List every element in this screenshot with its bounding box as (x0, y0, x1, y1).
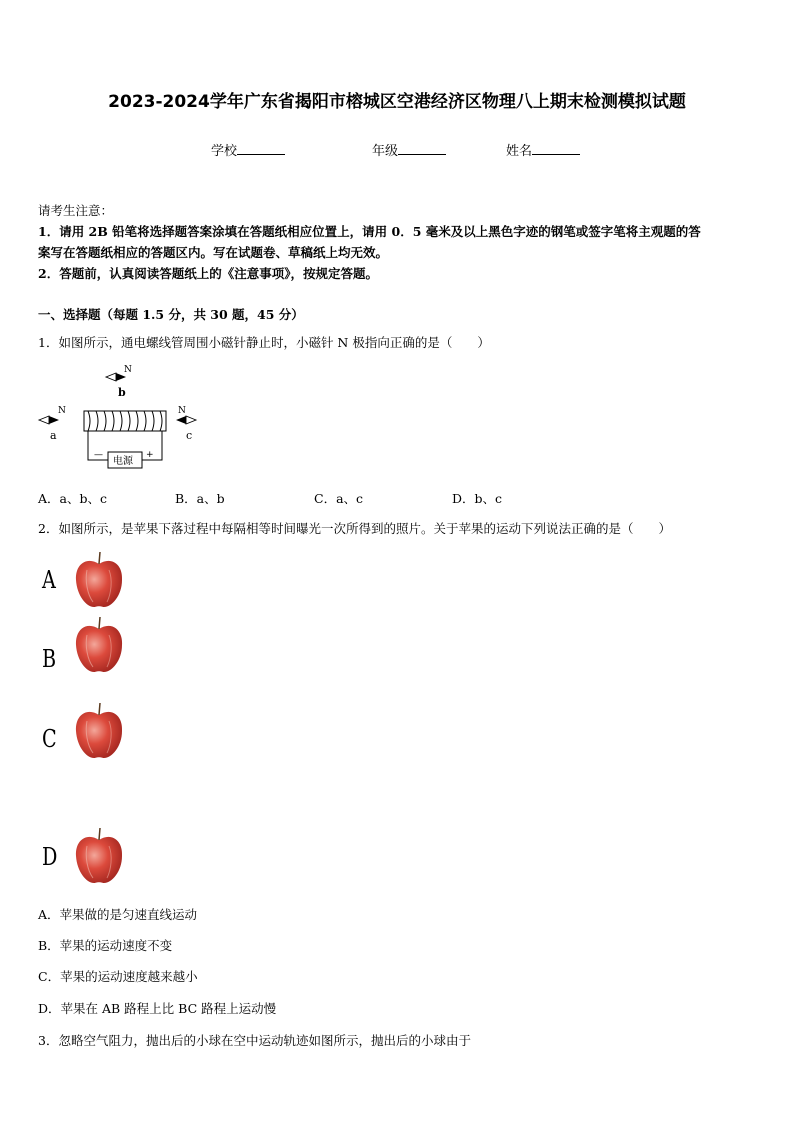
compass-needle-c (176, 416, 196, 424)
n-mark-b: N (124, 365, 132, 375)
question-1-stem: 1．如图所示，通电螺线管周围小磁针静止时，小磁针 N 极指向正确的是（ ） (38, 335, 490, 350)
apple-image-c (73, 701, 125, 761)
apple-label-c: C (42, 725, 57, 753)
label-a: a (50, 429, 57, 442)
school-blank[interactable] (237, 141, 285, 155)
name-blank[interactable] (532, 141, 580, 155)
apple-image-b (73, 615, 125, 675)
solenoid-coil (84, 411, 166, 431)
compass-needle-a (39, 416, 59, 424)
minus-sign: — (94, 450, 103, 460)
question-1-options (38, 489, 758, 507)
grade-blank[interactable] (398, 141, 446, 155)
notice-item-2: 2．答题前，认真阅读答题纸上的《注意事项》，按规定答题。 (38, 266, 378, 281)
n-mark-a: N (58, 406, 66, 416)
q2-option-d[interactable]: D．苹果在 AB 路程上比 BC 路程上运动慢 (38, 1001, 277, 1016)
compass-needle-b (106, 373, 126, 381)
q2-option-b[interactable]: B．苹果的运动速度不变 (38, 938, 173, 953)
n-mark-c: N (178, 406, 186, 416)
apple-image-a (73, 550, 125, 610)
apple-label-d: D (42, 843, 58, 871)
question-3-stem: 3．忽略空气阻力，抛出后的小球在空中运动轨迹如图所示，抛出后的小球由于 (38, 1033, 471, 1048)
name-field[interactable] (506, 140, 580, 159)
apple-label-b: B (42, 645, 57, 673)
notice-block (38, 200, 758, 284)
q1-option-c[interactable]: C．a、c (314, 491, 364, 506)
battery-label: 电源 (113, 456, 133, 467)
section-heading: 一、选择题（每题 1.5 分，共 30 题，45 分） (38, 307, 304, 322)
grade-label: 年级 (372, 144, 399, 159)
school-field[interactable] (211, 140, 285, 159)
label-c: c (186, 429, 193, 442)
grade-field[interactable] (372, 140, 446, 159)
apple-image-d (73, 826, 125, 886)
q2-option-c[interactable]: C．苹果的运动速度越来越小 (38, 969, 198, 984)
q2-option-a[interactable]: A．苹果做的是匀速直线运动 (38, 907, 198, 922)
label-b: b (118, 386, 126, 399)
plus-sign: + (146, 450, 154, 460)
q1-option-b[interactable]: B．a、b (175, 491, 225, 506)
name-label: 姓名 (506, 144, 533, 159)
school-label: 学校 (211, 144, 238, 159)
page-title: 2023-2024学年广东省揭阳市榕城区空港经济区物理八上期末检测模拟试题 (108, 92, 686, 112)
notice-item-1a: 1．请用 2B 铅笔将选择题答案涂填在答题纸相应位置上，请用 0．5 毫米及以上黑色字迹的钢笔或签字笔将主观题的答 (38, 224, 701, 239)
notice-item-1b: 案写在答题纸相应的答题区内。写在试题卷、草稿纸上均无效。 (38, 245, 389, 260)
student-info-row (0, 140, 794, 160)
notice-heading: 请考生注意： (38, 203, 114, 218)
apple-label-a: A (42, 566, 56, 594)
q1-option-d[interactable]: D．b、c (452, 491, 503, 506)
q1-option-a[interactable]: A．a、b、c (38, 491, 107, 506)
solenoid-figure (36, 363, 211, 478)
question-2-stem: 2．如图所示，是苹果下落过程中每隔相等时间曝光一次所得到的照片。关于苹果的运动下列说法正确的是（ ） (38, 521, 671, 536)
